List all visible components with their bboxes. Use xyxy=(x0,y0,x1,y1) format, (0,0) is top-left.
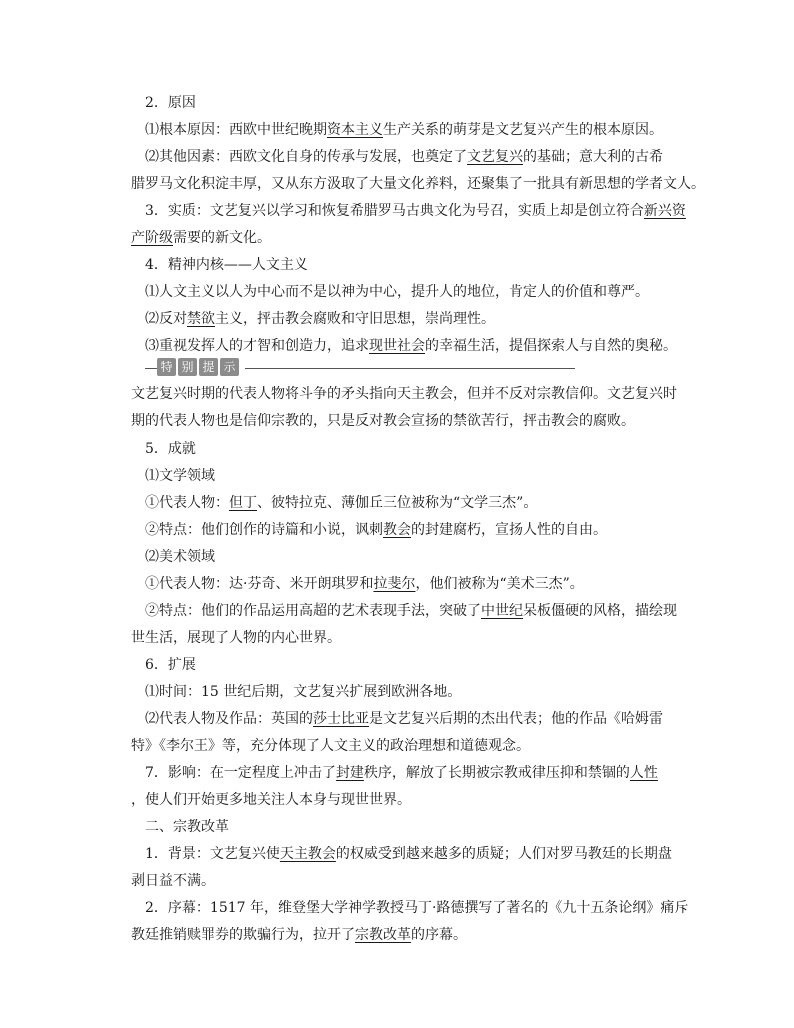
blank-answer: 宗教改革 xyxy=(355,927,411,943)
paragraph-background xyxy=(145,844,685,864)
paragraph-humanism-3 xyxy=(145,336,685,356)
banner-rule-left xyxy=(145,368,157,369)
text: 的幸福生活，提倡探索人与自然的奥秘。 xyxy=(425,338,677,354)
text: 教廷推销赎罪券的欺骗行为，拉开了 xyxy=(131,927,355,943)
text: 的序幕。 xyxy=(411,927,467,943)
subheading-literature: ⑴文学领域 xyxy=(145,468,215,484)
text: ⑵代表人物及作品：英国的 xyxy=(145,711,313,727)
paragraph-humanism-2 xyxy=(145,309,685,329)
paragraph-prelude-cont xyxy=(131,925,671,945)
text: 的权威受到越来越多的质疑；人们对罗马教廷的长期盘 xyxy=(335,846,672,862)
paragraph-essence xyxy=(145,201,685,221)
blank-answer: 新兴资 xyxy=(643,203,686,219)
blank-answer: 禁欲 xyxy=(187,311,215,327)
heading-reformation: 二、宗教改革 xyxy=(145,819,229,835)
heading-causes: 2．原因 xyxy=(145,95,196,111)
banner-char: 示 xyxy=(220,358,239,376)
tip-text-2: 期的代表人物也是信仰宗教的，只是反对教会宣扬的禁欲苦行，抨击教会的腐败。 xyxy=(131,413,635,429)
tip-text-1: 文艺复兴时期的代表人物将斗争的矛头指向天主教会，但并不反对宗教信仰。文艺复兴时 xyxy=(131,386,677,402)
blank-answer: 人性 xyxy=(629,765,658,781)
text: 需要的新文化。 xyxy=(173,230,271,246)
text: 7．影响：在一定程度上冲击了 xyxy=(145,765,336,781)
text: 是文艺复兴后期的杰出代表；他的作品《哈姆雷 xyxy=(369,711,663,727)
banner-rule-right xyxy=(245,368,575,369)
paragraph-influence xyxy=(145,763,685,783)
text: 的基础；意大利的古希 xyxy=(523,149,663,165)
paragraph-art-figures xyxy=(145,574,685,594)
text: 、彼特拉克、薄伽丘三位被称为“文学三杰”。 xyxy=(257,495,538,511)
text: ①代表人物：达·芬奇、米开朗琪罗和 xyxy=(145,576,374,592)
special-tip-banner xyxy=(145,356,685,380)
blank-answer: 拉斐尔 xyxy=(373,576,416,592)
text: 生产关系的萌芽是文艺复兴产生的根本原因。 xyxy=(383,122,663,138)
banner-label xyxy=(157,358,239,378)
text: ②特点：他们的作品运用高超的艺术表现手法，突破了 xyxy=(145,603,481,619)
paragraph-expansion-time: ⑴时间：15 世纪后期，文艺复兴扩展到欧洲各地。 xyxy=(145,684,462,700)
subheading-art: ⑵美术领域 xyxy=(145,549,215,565)
heading-spirit-core: 4．精神内核——人文主义 xyxy=(145,257,308,273)
text: 主义，抨击教会腐败和守旧思想，崇尚理性。 xyxy=(215,311,495,327)
text: ⑵反对 xyxy=(145,311,187,327)
blank-answer: 产阶级 xyxy=(131,230,173,246)
text: ①代表人物： xyxy=(145,495,229,511)
paragraph-literature-figures xyxy=(145,493,685,513)
text: ，他们被称为“美术三杰”。 xyxy=(415,576,584,592)
text: ⑴根本原因：西欧中世纪晚期 xyxy=(145,122,327,138)
heading-expansion: 6．扩展 xyxy=(145,657,196,673)
paragraph-art-features xyxy=(145,601,685,621)
banner-char: 别 xyxy=(178,358,197,376)
banner-char: 特 xyxy=(157,358,176,376)
text: 的封建腐朽，宣扬人性的自由。 xyxy=(411,522,607,538)
paragraph-prelude: 2．序幕：1517 年，维登堡大学神学教授马丁·路德撰写了著名的《九十五条论纲》痛斥 xyxy=(145,900,689,916)
blank-answer: 封建 xyxy=(335,765,364,781)
paragraph-literature-features xyxy=(145,520,685,540)
text: 1．背景：文艺复兴使 xyxy=(145,846,280,862)
paragraph-other-factors xyxy=(145,147,685,167)
paragraph-essence-cont xyxy=(131,228,671,248)
paragraph-root-cause xyxy=(145,120,685,140)
blank-answer: 天主教会 xyxy=(279,846,336,862)
text: 呆板僵硬的风格，描绘现 xyxy=(523,603,677,619)
paragraph-influence-cont: ，使人们开始更多地关注人本身与现世世界。 xyxy=(131,792,411,808)
heading-achievements: 5．成就 xyxy=(145,441,196,457)
banner-char: 提 xyxy=(199,358,218,376)
paragraph-expansion-figures-cont: 特》《李尔王》等，充分体现了人文主义的政治理想和道德观念。 xyxy=(131,738,530,754)
blank-answer: 资本主义 xyxy=(327,122,383,138)
text: 3．实质：文艺复兴以学习和恢复希腊罗马古典文化为号召，实质上却是创立符合 xyxy=(145,203,644,219)
text: ⑵其他因素：西欧文化自身的传承与发展，也奠定了 xyxy=(145,149,467,165)
blank-answer: 现世社会 xyxy=(369,338,425,354)
paragraph-other-factors-cont: 腊罗马文化积淀丰厚，又从东方汲取了大量文化养料，还聚集了一批具有新思想的学者文人。 xyxy=(131,176,705,192)
blank-answer: 中世纪 xyxy=(481,603,523,619)
blank-answer: 但丁 xyxy=(229,495,257,511)
text: ⑶重视发挥人的才智和创造力，追求 xyxy=(145,338,369,354)
paragraph-expansion-figures xyxy=(145,709,685,729)
blank-answer: 教会 xyxy=(383,522,411,538)
blank-answer: 莎士比亚 xyxy=(313,711,369,727)
text: 秩序，解放了长期被宗教戒律压抑和禁锢的 xyxy=(363,765,630,781)
blank-answer: 文艺复兴 xyxy=(467,149,523,165)
paragraph-art-features-cont: 世生活，展现了人物的内心世界。 xyxy=(131,630,341,646)
paragraph-humanism-1: ⑴人文主义以人为中心而不是以神为中心，提升人的地位，肯定人的价值和尊严。 xyxy=(145,284,649,300)
text: ②特点：他们创作的诗篇和小说，讽刺 xyxy=(145,522,383,538)
paragraph-background-cont: 剥日益不满。 xyxy=(131,873,215,889)
